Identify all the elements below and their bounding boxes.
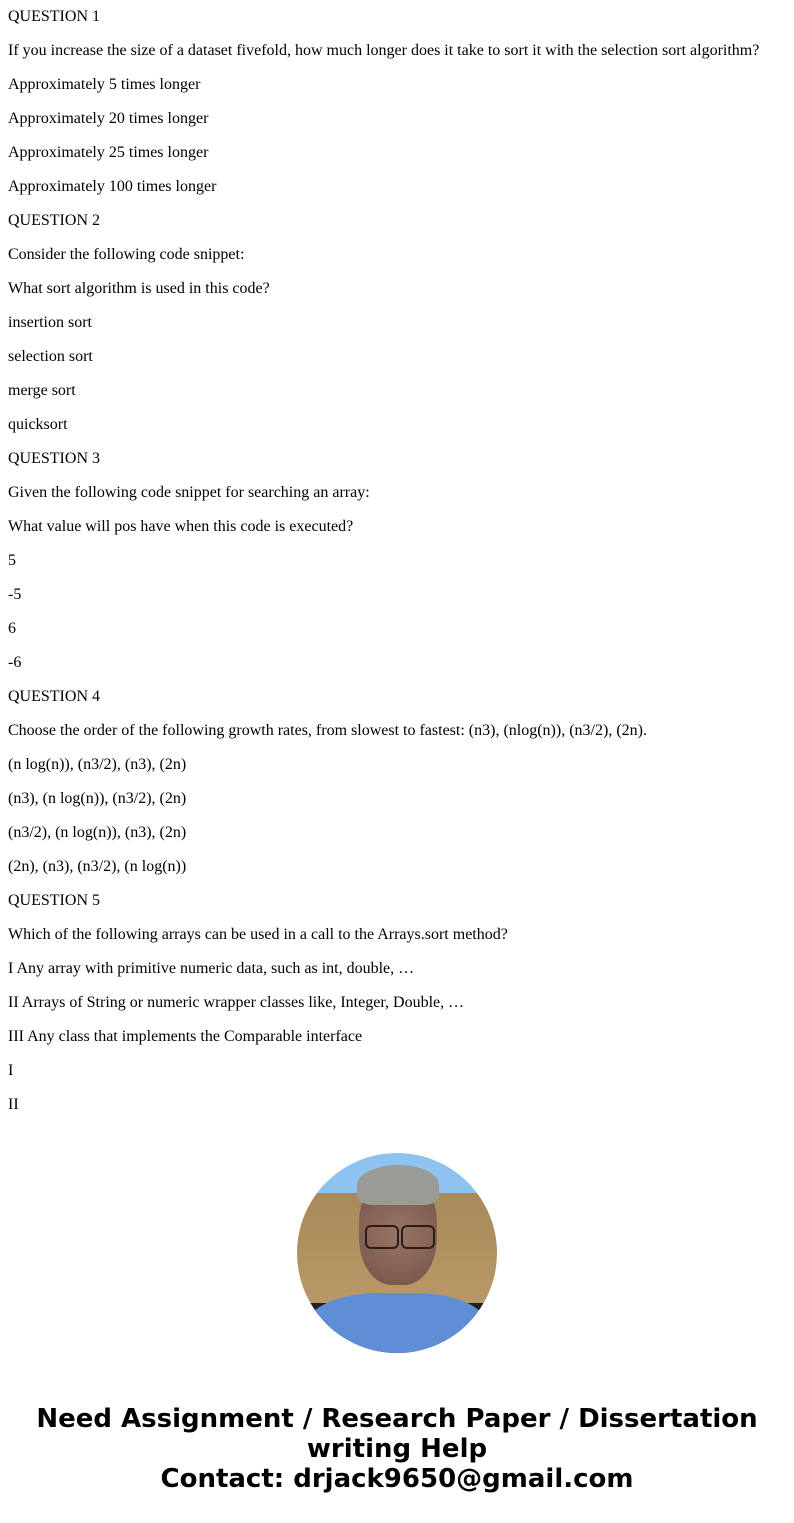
question-prompt: Consider the following code snippet:: [8, 246, 245, 263]
question-prompt: II Arrays of String or numeric wrapper classes like, Integer, Double, …: [8, 994, 465, 1011]
answer-option: insertion sort: [8, 314, 92, 331]
answer-option: merge sort: [8, 382, 76, 399]
question-prompt: What sort algorithm is used in this code?: [8, 280, 270, 297]
answer-option: -6: [8, 654, 22, 671]
answer-option: (n3), (n log(n)), (n3/2), (2n): [8, 790, 187, 807]
answer-option: Approximately 100 times longer: [8, 178, 217, 195]
question-prompt: Given the following code snippet for searching an array:: [8, 484, 370, 501]
question-title: QUESTION 4: [8, 688, 100, 705]
question-prompt: If you increase the size of a dataset fivefold, how much longer does it take to sort it with the selection sort algorithm?: [8, 42, 760, 59]
answer-option: -5: [8, 586, 22, 603]
question-prompt: III Any class that implements the Comparable interface: [8, 1028, 363, 1045]
question-prompt: Which of the following arrays can be used in a call to the Arrays.sort method?: [8, 926, 508, 943]
author-photo: [297, 1153, 497, 1353]
footer-line-2: writing Help: [306, 1434, 488, 1464]
answer-option: Approximately 20 times longer: [8, 110, 209, 127]
question-prompt: What value will pos have when this code is executed?: [8, 518, 354, 535]
answer-option: I: [8, 1062, 14, 1079]
answer-option: (n3/2), (n log(n)), (n3), (2n): [8, 824, 187, 841]
answer-option: (n log(n)), (n3/2), (n3), (2n): [8, 756, 187, 773]
footer-line-1: Need Assignment / Research Paper / Dissertation: [36, 1404, 758, 1434]
question-prompt: Choose the order of the following growth rates, from slowest to fastest: (n3), (nlog(n)), (n3/2), (2n).: [8, 722, 647, 739]
answer-option: Approximately 25 times longer: [8, 144, 209, 161]
answer-option: 6: [8, 620, 16, 637]
answer-option: selection sort: [8, 348, 93, 365]
answer-option: Approximately 5 times longer: [8, 76, 201, 93]
question-list: [8, 8, 786, 1130]
contact-banner: [0, 1404, 794, 1494]
question-title: QUESTION 3: [8, 450, 100, 467]
answer-option: (2n), (n3), (n3/2), (n log(n)): [8, 858, 187, 875]
answer-option: 5: [8, 552, 16, 569]
answer-option: II: [8, 1096, 19, 1113]
question-title: QUESTION 2: [8, 212, 100, 229]
footer-contact: Contact: drjack9650@gmail.com: [160, 1464, 634, 1494]
question-title: QUESTION 5: [8, 892, 100, 909]
answer-option: quicksort: [8, 416, 68, 433]
question-title: QUESTION 1: [8, 8, 100, 25]
question-prompt: I Any array with primitive numeric data, such as int, double, …: [8, 960, 415, 977]
